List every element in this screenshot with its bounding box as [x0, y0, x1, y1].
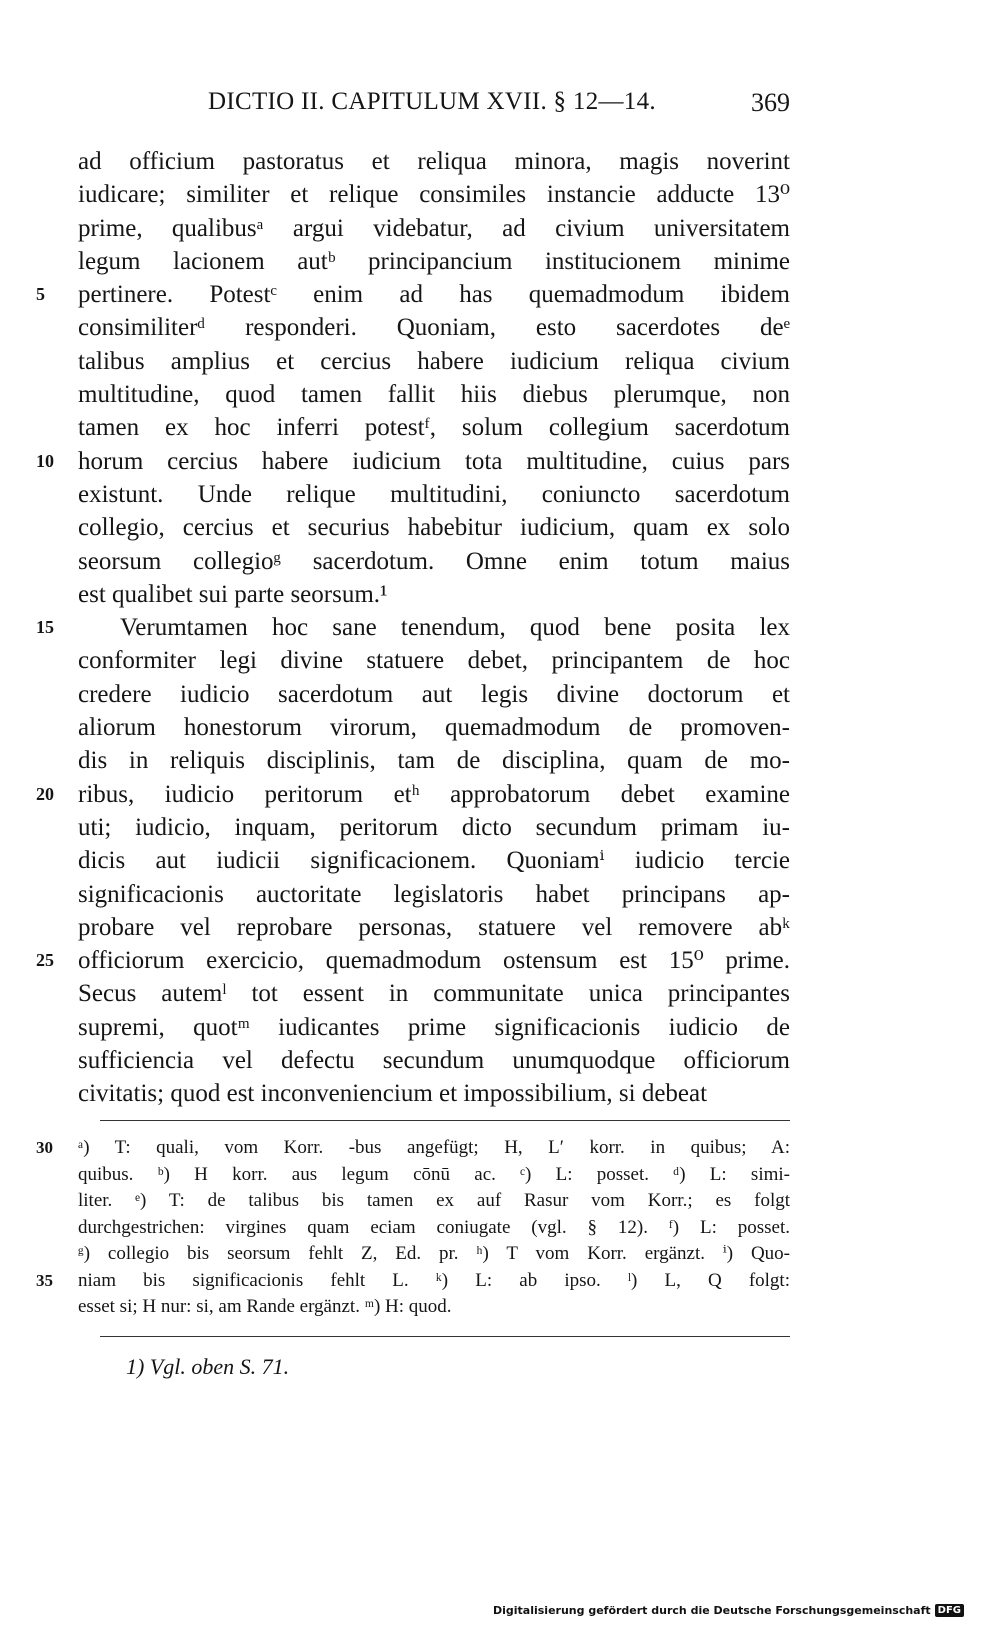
text-line: [0, 1044, 1000, 1077]
text-line: [0, 711, 1000, 744]
line-text: existunt. Unde relique multitudini, coniuncto sacerdotum: [78, 480, 790, 508]
text-line: [0, 844, 1000, 877]
text-line: [0, 878, 1000, 911]
text-line: [0, 145, 1000, 178]
note-line: [0, 1162, 1000, 1189]
running-head: DICTIO II. CAPITULUM XVII. § 12—14.: [208, 88, 656, 115]
text-line: [0, 611, 1000, 644]
text-line: [0, 345, 1000, 378]
critical-apparatus: [0, 1135, 1000, 1321]
note-text: esset si; H nur: si, am Rande ergänzt. ᵐ) H: quod.: [78, 1296, 452, 1317]
line-number: 15: [36, 617, 54, 638]
line-text: iudicare; similiter et relique consimiles instancie adducte 13⁰: [78, 181, 790, 209]
line-text: ribus, iudicio peritorum etʰ approbatorum debet examine: [78, 780, 790, 808]
text-line: [0, 478, 1000, 511]
line-text: collegio, cercius et securius habebitur iudicium, quam ex solo: [78, 514, 790, 542]
note-text: ᵃ) T: quali, vom Korr. -bus angefügt; H, L′ korr. in quibus; A:: [78, 1137, 790, 1158]
text-line: [0, 511, 1000, 544]
text-line: [0, 644, 1000, 677]
line-number: 35: [36, 1270, 53, 1290]
page-header: [78, 88, 790, 124]
text-line: [0, 811, 1000, 844]
note-line: [0, 1294, 1000, 1321]
line-text: civitatis; quod est inconveniencium et impossibilium, si debeat: [78, 1080, 708, 1108]
text-line: [0, 944, 1000, 977]
line-text: supremi, quotᵐ iudicantes prime significacionis iudicio de: [78, 1013, 790, 1041]
line-number: 25: [36, 950, 54, 971]
note-text: niam bis significacionis fehlt L. ᵏ) L: ab ipso. ˡ) L, Q folgt:: [78, 1269, 790, 1291]
text-line: [0, 744, 1000, 777]
line-number: 5: [36, 284, 45, 305]
dfg-logo: DFG: [935, 1604, 964, 1617]
line-text: credere iudicio sacerdotum aut legis divine doctorum et: [78, 680, 790, 708]
line-text: pertinere. Potestᶜ enim ad has quemadmodum ibidem: [78, 281, 790, 309]
digitization-credit: [493, 1604, 964, 1617]
text-line: [0, 212, 1000, 245]
footnote: 1) Vgl. oben S. 71.: [126, 1354, 290, 1379]
text-line: [0, 778, 1000, 811]
line-number: 20: [36, 783, 54, 804]
page-number: 369: [751, 88, 790, 117]
line-text: dicis aut iudicii significacionem. Quoniamⁱ iudicio tercie: [78, 847, 790, 875]
footnote-divider: [100, 1120, 790, 1121]
line-text: dis in reliquis disciplinis, tam de disciplina, quam de mo-: [78, 747, 790, 775]
line-text: prime, qualibusᵃ argui videbatur, ad civium universitatem: [78, 214, 790, 242]
line-text: uti; iudicio, inquam, peritorum dicto secundum primam iu-: [78, 813, 790, 841]
text-line: [0, 245, 1000, 278]
note-text: liter. ᵉ) T: de talibus bis tamen ex auf Rasur vom Korr.; es folgt: [78, 1190, 790, 1211]
main-text: [0, 145, 1000, 1111]
text-line: [0, 545, 1000, 578]
text-line: [0, 1077, 1000, 1110]
line-text: aliorum honestorum virorum, quemadmodum de promoven-: [78, 714, 790, 742]
note-text: ᵍ) collegio bis seorsum fehlt Z, Ed. pr. ʰ) T vom Korr. ergänzt. ⁱ) Quo-: [78, 1243, 790, 1264]
text-line: [0, 411, 1000, 444]
line-text: talibus amplius et cercius habere iudicium reliqua civium: [78, 347, 790, 375]
digitization-text: Digitalisierung gefördert durch die Deutsche Forschungsgemeinschaft: [492, 1604, 931, 1617]
text-line: [0, 678, 1000, 711]
note-line: [0, 1135, 1000, 1162]
note-line: [0, 1188, 1000, 1215]
text-line: [0, 311, 1000, 344]
note-text: quibus. ᵇ) H korr. aus legum cōnū ac. ᶜ) L: posset. ᵈ) L: simi-: [78, 1163, 790, 1185]
text-line: [0, 1011, 1000, 1044]
text-line: [0, 178, 1000, 211]
line-text: consimiliterᵈ responderi. Quoniam, esto sacerdotes deᵉ: [78, 314, 790, 342]
line-text: officiorum exercicio, quemadmodum ostensum est 15⁰ prime.: [78, 947, 790, 975]
text-line: [0, 578, 1000, 611]
line-text: probare vel reprobare personas, statuere vel removere abᵏ: [78, 913, 790, 941]
line-text: horum cercius habere iudicium tota multitudine, cuius pars: [78, 447, 790, 475]
line-text: seorsum collegioᵍ sacerdotum. Omne enim totum maius: [78, 547, 790, 575]
note-line: [0, 1215, 1000, 1242]
line-text: sufficiencia vel defectu secundum unumquodque officiorum: [78, 1047, 790, 1075]
text-line: [0, 278, 1000, 311]
line-text: est qualibet sui parte seorsum.¹: [78, 580, 388, 608]
line-text: legum lacionem autᵇ principancium institucionem minime: [78, 247, 790, 275]
text-line: [0, 445, 1000, 478]
text-line: [0, 977, 1000, 1010]
text-line: [0, 911, 1000, 944]
note-text: durchgestrichen: virgines quam eciam coniugate (vgl. § 12). ᶠ) L: posset.: [78, 1216, 790, 1238]
line-text: Verumtamen hoc sane tenendum, quod bene posita lex: [120, 614, 790, 642]
line-text: multitudine, quod tamen fallit hiis diebus plerumque, non: [78, 381, 790, 409]
line-number: 10: [36, 450, 54, 471]
line-text: conformiter legi divine statuere debet, principantem de hoc: [78, 647, 790, 675]
line-text: significacionis auctoritate legislatoris habet principans ap-: [78, 880, 790, 908]
text-line: [0, 378, 1000, 411]
line-text: Secus autemˡ tot essent in communitate unica principantes: [78, 980, 790, 1008]
line-text: tamen ex hoc inferri potestᶠ, solum collegium sacerdotum: [78, 414, 790, 442]
line-text: ad officium pastoratus et reliqua minora, magis noverint: [78, 148, 790, 175]
note-line: [0, 1268, 1000, 1295]
note-line: [0, 1241, 1000, 1268]
footnote-divider-2: [100, 1336, 790, 1337]
line-number: 30: [36, 1138, 53, 1157]
